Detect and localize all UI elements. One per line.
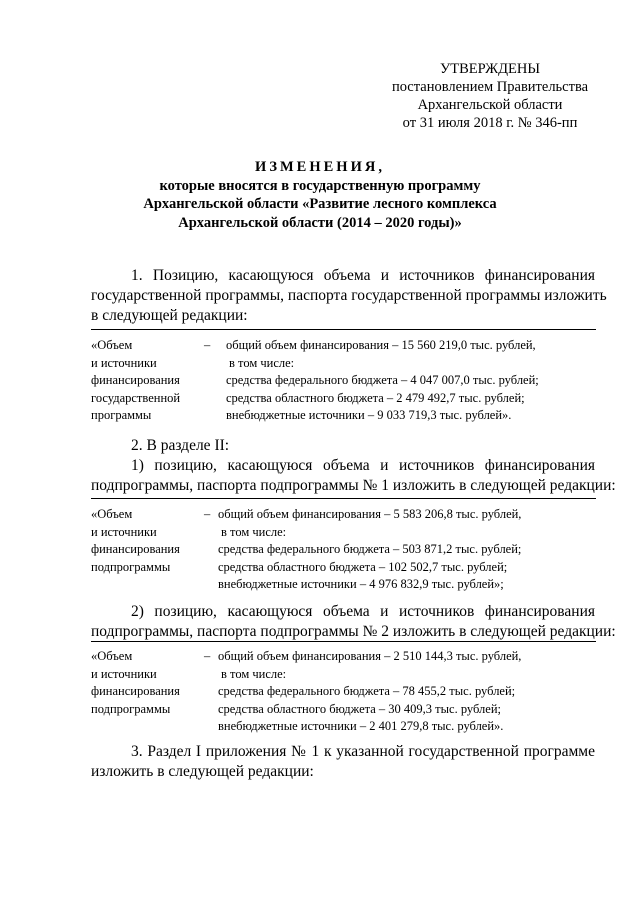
value-line: общий объем финансирования – 5 583 206,8 тыс. рублей, bbox=[218, 507, 522, 521]
label-line: и источники bbox=[91, 666, 157, 681]
value-line: средства федерального бюджета – 4 047 007,0 тыс. рублей; bbox=[226, 373, 539, 387]
label-line: финансирования bbox=[91, 542, 180, 556]
approval-title: УТВЕРЖДЕНЫ bbox=[439, 61, 541, 77]
approval-date: от 31 июля 2018 г. № 346-пп bbox=[402, 115, 578, 131]
value-line: средства федерального бюджета – 503 871,2 тыс. рублей; bbox=[218, 542, 522, 556]
value-line: внебюджетные источники – 2 401 279,8 тыс. рублей». bbox=[218, 719, 504, 733]
funding-block-program bbox=[91, 337, 591, 427]
approval-line: Архангельской области bbox=[417, 97, 563, 113]
funding-block-subprogram-2 bbox=[91, 648, 591, 738]
title-line: Архангельской области (2014 – 2020 годы)» bbox=[178, 214, 462, 231]
divider bbox=[91, 329, 596, 330]
dash-separator: – bbox=[204, 507, 211, 521]
label-line: «Объем bbox=[91, 649, 133, 663]
funding-values bbox=[226, 337, 539, 425]
paragraph-line: подпрограммы, паспорта подпрограммы № 2 изложить в следующей редакции: bbox=[91, 623, 616, 640]
paragraph-line: 2) позицию, касающуюся объема и источников финансирования bbox=[131, 603, 595, 620]
title-line: которые вносятся в государственную программу bbox=[159, 177, 481, 194]
funding-values bbox=[218, 506, 521, 594]
label-line: и источники bbox=[91, 355, 157, 370]
paragraph-item-2-2 bbox=[91, 602, 616, 642]
label-line: государственной bbox=[91, 390, 181, 405]
label-line: и источники bbox=[91, 524, 157, 539]
funding-label bbox=[91, 506, 191, 576]
value-line: в том числе: bbox=[221, 666, 287, 681]
paragraph-item-2 bbox=[91, 436, 616, 496]
dash-separator: – bbox=[204, 338, 211, 352]
funding-values bbox=[218, 648, 521, 736]
divider bbox=[91, 641, 596, 642]
paragraph-item-3 bbox=[91, 742, 595, 782]
divider bbox=[91, 498, 596, 499]
paragraph-line: в следующей редакции: bbox=[91, 307, 248, 324]
label-line: подпрограммы bbox=[91, 559, 171, 574]
value-line: средства областного бюджета – 2 479 492,7 тыс. рублей; bbox=[226, 390, 525, 405]
label-line: «Объем bbox=[91, 507, 133, 521]
value-line: внебюджетные источники – 4 976 832,9 тыс. рублей»; bbox=[218, 577, 504, 591]
paragraph-line: 1. Позицию, касающуюся объема и источников финансирования bbox=[131, 267, 595, 284]
approval-line: постановлением Правительства bbox=[391, 79, 589, 95]
approval-block bbox=[360, 60, 620, 132]
label-line: финансирования bbox=[91, 373, 180, 387]
paragraph-line: государственной программы, паспорта государственной программы изложить bbox=[91, 287, 607, 304]
title-line: Архангельской области «Развитие лесного комплекса bbox=[143, 196, 497, 212]
value-line: средства федерального бюджета – 78 455,2 тыс. рублей; bbox=[218, 684, 516, 698]
funding-block-subprogram-1 bbox=[91, 506, 591, 596]
document-title bbox=[60, 158, 580, 232]
paragraph-line: изложить в следующей редакции: bbox=[91, 763, 314, 780]
value-line: средства областного бюджета – 30 409,3 тыс. рублей; bbox=[218, 701, 501, 716]
label-line: «Объем bbox=[91, 338, 133, 352]
dash-separator: – bbox=[204, 649, 211, 663]
value-line: средства областного бюджета – 102 502,7 тыс. рублей; bbox=[218, 559, 508, 574]
label-line: подпрограммы bbox=[91, 701, 171, 716]
paragraph-line: 1) позицию, касающуюся объема и источников финансирования bbox=[131, 457, 595, 474]
paragraph-heading: 2. В разделе II: bbox=[131, 437, 230, 454]
funding-label bbox=[91, 337, 191, 425]
label-line: финансирования bbox=[91, 684, 180, 698]
paragraph-line: 3. Раздел I приложения № 1 к указанной государственной программе bbox=[131, 743, 595, 760]
label-line: программы bbox=[91, 408, 152, 422]
value-line: общий объем финансирования – 15 560 219,0 тыс. рублей, bbox=[226, 338, 536, 352]
value-line: в том числе: bbox=[229, 355, 295, 370]
paragraph-item-1 bbox=[91, 266, 607, 326]
funding-label bbox=[91, 648, 191, 718]
paragraph-line: подпрограммы, паспорта подпрограммы № 1 изложить в следующей редакции: bbox=[91, 477, 616, 494]
title-heading: ИЗМЕНЕНИЯ, bbox=[255, 159, 385, 175]
value-line: в том числе: bbox=[221, 524, 287, 539]
value-line: общий объем финансирования – 2 510 144,3 тыс. рублей, bbox=[218, 649, 522, 663]
value-line: внебюджетные источники – 9 033 719,3 тыс. рублей». bbox=[226, 408, 512, 422]
